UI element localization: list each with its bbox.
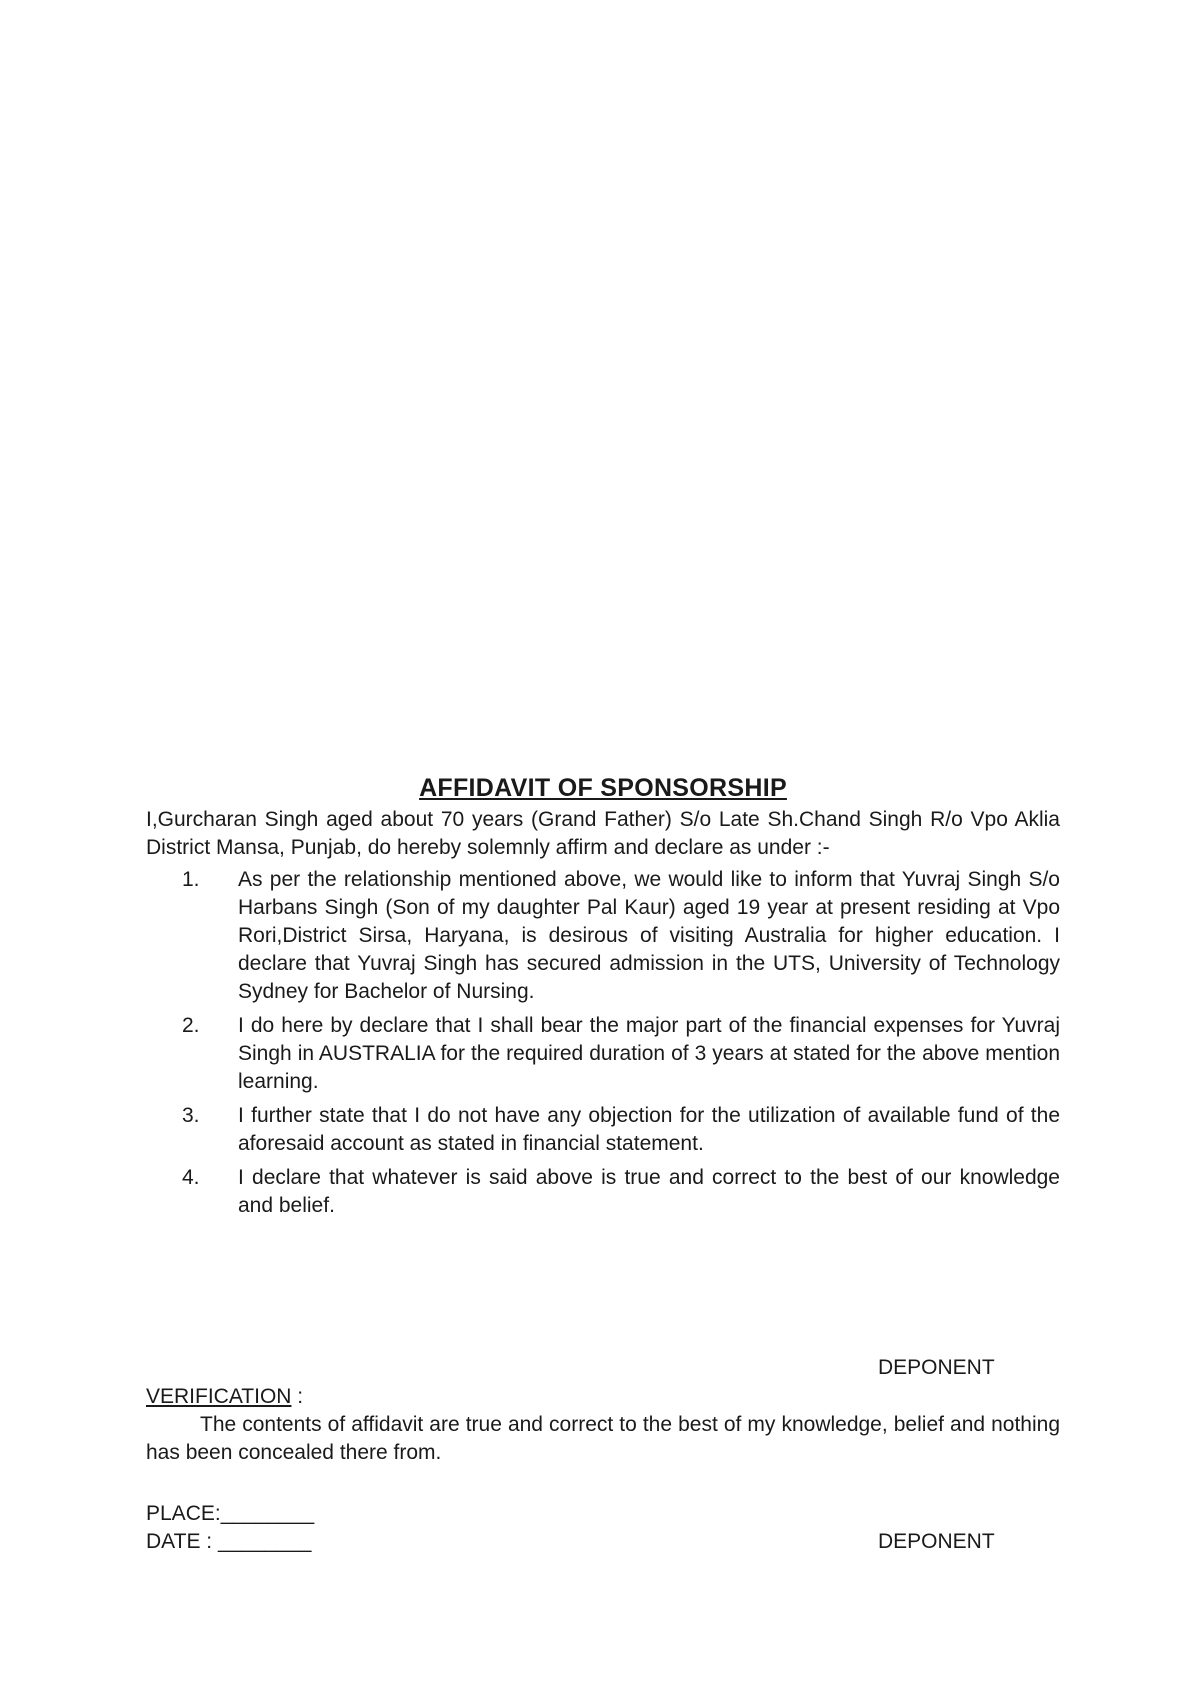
verification-section: [146, 1383, 1060, 1467]
list-item-number: 4.: [182, 1166, 200, 1189]
declaration-list: [146, 866, 1060, 1220]
place-field: PLACE:________: [146, 1502, 315, 1525]
list-item: [146, 1102, 1060, 1158]
list-item-text: I declare that whatever is said above is true and correct to the best of our knowledge and belief.: [238, 1166, 1060, 1217]
affidavit-body: [146, 772, 1060, 1226]
list-item-number: 1.: [182, 868, 200, 891]
verification-heading-label: VERIFICATION: [146, 1385, 292, 1408]
list-item: [146, 1164, 1060, 1220]
list-item: [146, 1012, 1060, 1096]
verification-text: The contents of affidavit are true and correct to the best of my knowledge, belief and nothing has been concealed there from.: [146, 1413, 1060, 1464]
date-field: DATE : ________: [146, 1530, 312, 1553]
list-item-text: I do here by declare that I shall bear the major part of the financial expenses for Yuvraj Singh in AUSTRALIA for the required duration of 3 years at stated for the above mention learning.: [238, 1014, 1060, 1093]
list-item-number: 2.: [182, 1014, 200, 1037]
deponent-label: DEPONENT: [878, 1356, 995, 1379]
list-item-text: I further state that I do not have any objection for the utilization of available fund of the aforesaid account as stated in financial statement.: [238, 1104, 1060, 1155]
list-item: [146, 866, 1060, 1006]
list-item-text: As per the relationship mentioned above, we would like to inform that Yuvraj Singh S/o Harbans Singh (Son of my daughter Pal Kaur) aged 19 year at present residing at Vpo Rori,District Sirsa, Haryana, is desirous of visiting Australia for higher education. I declare that Yuvraj Singh has secured admission in the UTS, University of Technology Sydney for Bachelor of Nursing.: [238, 868, 1060, 1003]
document-title: AFFIDAVIT OF SPONSORSHIP: [419, 774, 787, 802]
deponent-signature-label: DEPONENT: [878, 1530, 995, 1553]
intro-paragraph: I,Gurcharan Singh aged about 70 years (Grand Father) S/o Late Sh.Chand Singh R/o Vpo Aklia District Mansa, Punjab, do hereby solemnly affirm and declare as under :-: [146, 808, 1060, 859]
verification-heading-colon: :: [291, 1385, 304, 1408]
list-item-number: 3.: [182, 1104, 200, 1127]
verification-heading: [146, 1383, 1060, 1411]
